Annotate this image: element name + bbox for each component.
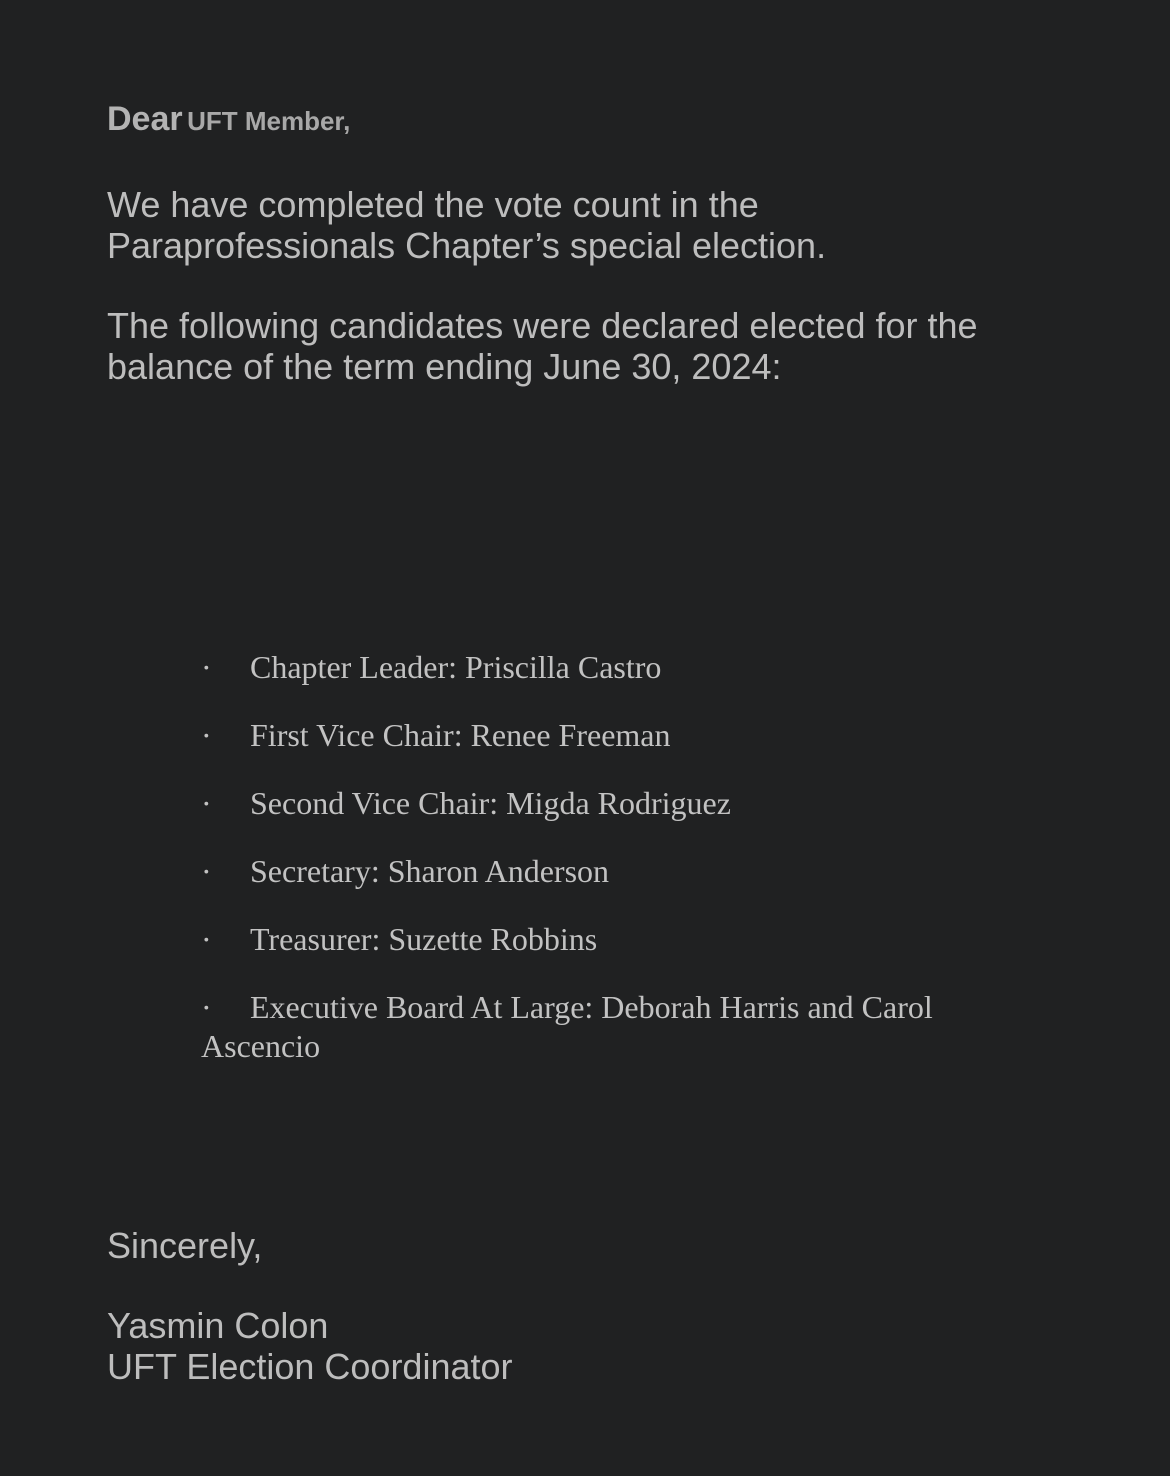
- intro-paragraph-line-1: We have completed the vote count in the: [107, 184, 759, 225]
- signer-title: UFT Election Coordinator: [107, 1346, 513, 1387]
- officer-text: Executive Board At Large: Deborah Harris and Carol Ascencio: [201, 989, 933, 1064]
- greeting-recipient: UFT Member,: [187, 106, 351, 136]
- results-paragraph-line-1: The following candidates were declared elected for the: [107, 305, 978, 346]
- bullet: ·: [201, 921, 212, 957]
- intro-paragraph-line-2: Paraprofessionals Chapter’s special election.: [107, 225, 827, 266]
- list-item: [201, 648, 1001, 687]
- bullet: ·: [201, 785, 212, 821]
- intro-paragraph: [107, 184, 826, 266]
- bullet: ·: [201, 853, 212, 889]
- bullet: ·: [201, 649, 212, 685]
- results-paragraph-line-2: balance of the term ending June 30, 2024:: [107, 346, 782, 387]
- officer-text: Chapter Leader: Priscilla Castro: [250, 649, 662, 685]
- officer-text: Treasurer: Suzette Robbins: [250, 921, 598, 957]
- bullet: ·: [201, 717, 212, 753]
- closing: Sincerely,: [107, 1225, 263, 1266]
- signature-block: [107, 1305, 513, 1387]
- list-item: [201, 988, 1001, 1066]
- list-item: [201, 784, 1001, 823]
- officer-text: Second Vice Chair: Migda Rodriguez: [250, 785, 731, 821]
- greeting-salutation: Dear: [107, 100, 183, 138]
- list-item: [201, 716, 1001, 755]
- greeting: [107, 100, 350, 139]
- results-paragraph: [107, 305, 978, 387]
- bullet: ·: [201, 989, 212, 1025]
- officer-text: Secretary: Sharon Anderson: [250, 853, 610, 889]
- signer-name: Yasmin Colon: [107, 1305, 329, 1346]
- list-item: [201, 920, 1001, 959]
- officer-text: First Vice Chair: Renee Freeman: [250, 717, 671, 753]
- list-item: [201, 852, 1001, 891]
- elected-officers-list: [201, 648, 1001, 1095]
